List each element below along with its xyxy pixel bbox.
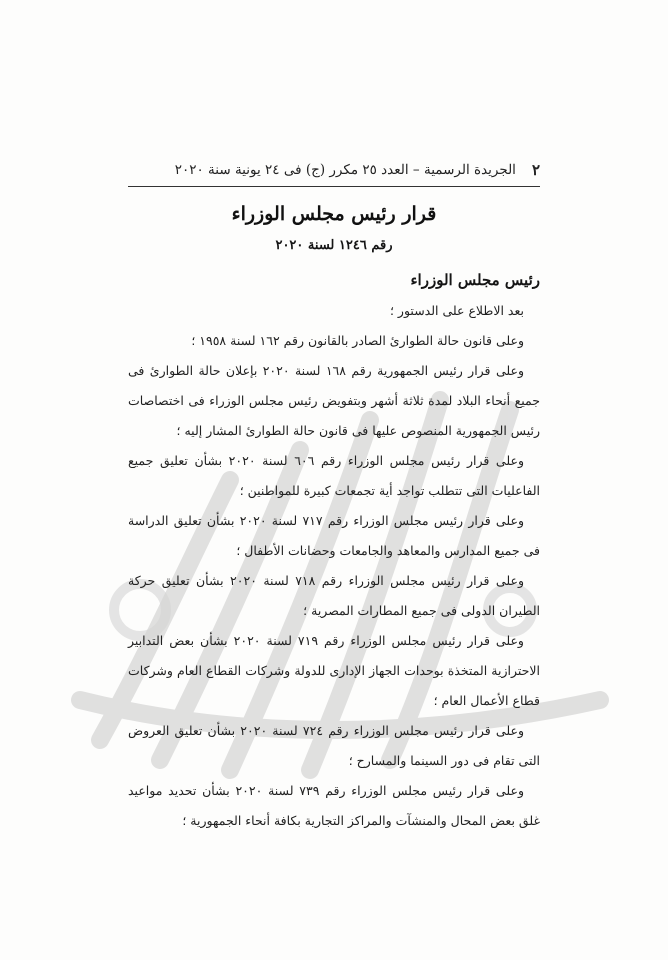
preamble-paragraph: وعلى قانون حالة الطوارئ الصادر بالقانون رقم ١٦٢ لسنة ١٩٥٨ ؛ xyxy=(191,333,524,348)
preamble-paragraph: وعلى قرار رئيس مجلس الوزراء رقم ٧١٧ لسنة ٢٠٢٠ بشأن تعليق الدراسة فى جميع المدارس والمعاهد والجامعات وحضانات الأطفال ؛ xyxy=(128,513,540,558)
decree-number: رقم ١٢٤٦ لسنة ٢٠٢٠ xyxy=(275,238,393,253)
preamble-paragraph: وعلى قرار رئيس مجلس الوزراء رقم ٧١٨ لسنة ٢٠٢٠ بشأن تعليق حركة الطيران الدولى فى جميع المطارات المصرية ؛ xyxy=(128,573,540,618)
running-head xyxy=(128,157,540,183)
gazette-issue-line: الجريدة الرسمية – العدد ٢٥ مكرر (ج) فى ٢٤ يونية سنة ٢٠٢٠ xyxy=(174,162,516,178)
preamble-paragraph: وعلى قرار رئيس مجلس الوزراء رقم ٧٣٩ لسنة ٢٠٢٠ بشأن تحديد مواعيد غلق بعض المحال والمنشآت والمراكز التجارية بكافة أنحاء الجمهورية ؛ xyxy=(128,783,540,828)
preamble-paragraph: وعلى قرار رئيس الجمهورية رقم ١٦٨ لسنة ٢٠٢٠ بإعلان حالة الطوارئ فى جميع أنحاء البلاد لمدة ثلاثة أشهر وبتفويض رئيس مجلس الوزراء فى اختصاصات رئيس الجمهورية المنصوص عليها فى قانون حالة الطوارئ المشار إليه ؛ xyxy=(128,363,540,438)
preamble-paragraph: وعلى قرار رئيس مجلس الوزراء رقم ٧١٩ لسنة ٢٠٢٠ بشأن بعض التدابير الاحترازية المتخذة بوحدات الجهاز الإدارى للدولة وشركات القطاع العام وشركات قطاع الأعمال العام ؛ xyxy=(128,633,540,708)
header-divider xyxy=(128,186,540,187)
decree-title: قرار رئيس مجلس الوزراء xyxy=(231,203,437,225)
page-number: ٢ xyxy=(531,161,540,179)
preamble-paragraph: بعد الاطلاع على الدستور ؛ xyxy=(389,303,524,318)
preamble-paragraph: وعلى قرار رئيس مجلس الوزراء رقم ٦٠٦ لسنة ٢٠٢٠ بشأن تعليق جميع الفاعليات التى تتطلب تواجد أية تجمعات كبيرة للمواطنين ؛ xyxy=(128,453,540,498)
decree-body xyxy=(128,296,540,836)
issuer-heading: رئيس مجلس الوزراء xyxy=(410,271,540,289)
preamble-paragraph: وعلى قرار رئيس مجلس الوزراء رقم ٧٢٤ لسنة ٢٠٢٠ بشأن تعليق العروض التى تقام فى دور السينما والمسارح ؛ xyxy=(128,723,540,768)
